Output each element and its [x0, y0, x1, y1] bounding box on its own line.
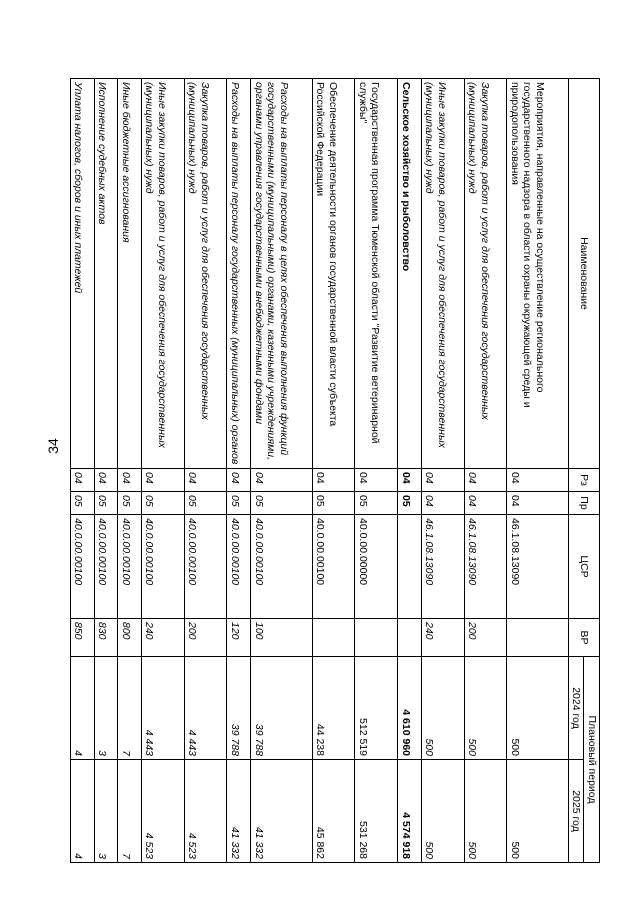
cell-csr: 40.0.00.00100 [227, 515, 251, 619]
cell-name: Обеспечение деятельности органов государственной власти субъекта Российской Федерации [312, 79, 355, 469]
cell-amount-2025: 4 574 918 [398, 760, 422, 863]
cell-csr [398, 515, 422, 619]
rotated-table-container [70, 78, 600, 862]
cell-vr: 100 [251, 619, 313, 657]
table-row [227, 79, 251, 863]
cell-rz: 04 [507, 469, 569, 492]
cell-name: Уплата налогов, сборов и иных платежей [71, 79, 95, 469]
cell-name: Иные закупки товаров, работ и услуг для обеспечения государственных (муниципальных) нужд [421, 79, 464, 469]
cell-pr: 05 [71, 492, 95, 515]
cell-amount-2025: 500 [421, 760, 464, 863]
cell-name: Мероприятия, направленные на осуществление регионального государственного надзора в области охраны окружающей среды и природопользования [507, 79, 569, 469]
table-header [569, 79, 600, 863]
table-row [398, 79, 422, 863]
header-name: Наименование [569, 79, 600, 469]
cell-pr: 04 [464, 492, 507, 515]
cell-pr: 04 [421, 492, 464, 515]
cell-name: Иные закупки товаров, работ и услуг для обеспечения государственных (муниципальных) нужд [141, 79, 184, 469]
cell-csr: 40.0.00.00100 [71, 515, 95, 619]
cell-amount-2024: 39 788 [251, 657, 313, 760]
cell-vr [398, 619, 422, 657]
cell-amount-2024: 512 519 [355, 657, 398, 760]
cell-amount-2024: 4 610 960 [398, 657, 422, 760]
cell-rz: 04 [71, 469, 95, 492]
cell-name: Расходы на выплаты персоналу государственных (муниципальных) органов [227, 79, 251, 469]
cell-pr: 05 [355, 492, 398, 515]
table-row [118, 79, 142, 863]
cell-vr [312, 619, 355, 657]
cell-pr: 05 [141, 492, 184, 515]
cell-csr: 40.0.00.00100 [251, 515, 313, 619]
cell-amount-2024: 500 [421, 657, 464, 760]
cell-amount-2024: 7 [118, 657, 142, 760]
cell-amount-2025: 41 332 [251, 760, 313, 863]
cell-csr: 40.0.00.00100 [94, 515, 118, 619]
cell-amount-2025: 7 [118, 760, 142, 863]
header-year-2025: 2025 год [569, 760, 585, 863]
cell-rz: 04 [94, 469, 118, 492]
cell-csr: 46.1.08.13090 [421, 515, 464, 619]
cell-csr: 40.0.00.00100 [141, 515, 184, 619]
cell-amount-2024: 39 788 [227, 657, 251, 760]
table-body [71, 79, 569, 863]
cell-pr: 05 [184, 492, 227, 515]
cell-csr: 40.0.00.00000 [355, 515, 398, 619]
cell-rz: 04 [184, 469, 227, 492]
table-row [71, 79, 95, 863]
header-period: Плановый период [584, 657, 600, 863]
cell-name: Закупка товаров, работ и услуг для обеспечения государственных (муниципальных) нужд [464, 79, 507, 469]
cell-pr: 04 [507, 492, 569, 515]
cell-amount-2025: 3 [94, 760, 118, 863]
cell-amount-2024: 44 238 [312, 657, 355, 760]
cell-rz: 04 [118, 469, 142, 492]
cell-csr: 40.0.00.00100 [184, 515, 227, 619]
cell-name: Расходы на выплаты персоналу в целях обеспечения выполнения функций государственными (муниципальными) органами, казенными учреждениями, органами управления государственными внебюджетными фондами [251, 79, 313, 469]
table-row [141, 79, 184, 863]
cell-rz: 04 [421, 469, 464, 492]
header-vr: ВР [569, 619, 600, 657]
table-row [421, 79, 464, 863]
header-pr: Пр [569, 492, 600, 515]
cell-name: Иные бюджетные ассигнования [118, 79, 142, 469]
cell-csr: 40.0.00.00100 [312, 515, 355, 619]
cell-amount-2024: 500 [507, 657, 569, 760]
header-csr: ЦСР [569, 515, 600, 619]
cell-amount-2024: 4 [71, 657, 95, 760]
cell-amount-2024: 3 [94, 657, 118, 760]
cell-amount-2025: 531 268 [355, 760, 398, 863]
cell-vr: 830 [94, 619, 118, 657]
cell-pr: 05 [118, 492, 142, 515]
cell-pr: 05 [227, 492, 251, 515]
cell-csr: 40.0.00.00100 [118, 515, 142, 619]
table-row [507, 79, 569, 863]
cell-amount-2025: 45 862 [312, 760, 355, 863]
cell-rz: 04 [251, 469, 313, 492]
header-rz: Рз [569, 469, 600, 492]
cell-rz: 04 [355, 469, 398, 492]
cell-amount-2025: 500 [507, 760, 569, 863]
cell-pr: 05 [398, 492, 422, 515]
cell-amount-2025: 4 523 [184, 760, 227, 863]
cell-name: Исполнение судебных актов [94, 79, 118, 469]
cell-amount-2024: 4 443 [184, 657, 227, 760]
cell-vr: 240 [421, 619, 464, 657]
cell-amount-2025: 500 [464, 760, 507, 863]
cell-amount-2024: 500 [464, 657, 507, 760]
cell-vr: 200 [184, 619, 227, 657]
cell-vr: 240 [141, 619, 184, 657]
cell-amount-2025: 41 332 [227, 760, 251, 863]
cell-amount-2025: 4 523 [141, 760, 184, 863]
cell-rz: 04 [464, 469, 507, 492]
cell-vr: 120 [227, 619, 251, 657]
cell-rz: 04 [312, 469, 355, 492]
cell-amount-2024: 4 443 [141, 657, 184, 760]
cell-vr: 200 [464, 619, 507, 657]
cell-vr [507, 619, 569, 657]
cell-amount-2025: 4 [71, 760, 95, 863]
cell-rz: 04 [227, 469, 251, 492]
cell-pr: 05 [94, 492, 118, 515]
cell-pr: 05 [251, 492, 313, 515]
cell-pr: 05 [312, 492, 355, 515]
table-row [355, 79, 398, 863]
cell-csr: 46.1.08.13090 [507, 515, 569, 619]
cell-name: Сельское хозяйство и рыболовство [398, 79, 422, 469]
table-row [464, 79, 507, 863]
table-row [251, 79, 313, 863]
table-row [312, 79, 355, 863]
page-number: 34 [45, 438, 61, 454]
cell-vr [355, 619, 398, 657]
cell-csr: 46.1.08.13090 [464, 515, 507, 619]
cell-vr: 800 [118, 619, 142, 657]
cell-vr: 850 [71, 619, 95, 657]
table-row [184, 79, 227, 863]
cell-rz: 04 [398, 469, 422, 492]
table-row [94, 79, 118, 863]
cell-name: Государственная программа Тюменской области "Развитие ветеринарной службы" [355, 79, 398, 469]
budget-table [70, 78, 600, 863]
cell-name: Закупка товаров, работ и услуг для обеспечения государственных (муниципальных) нужд [184, 79, 227, 469]
header-year-2024: 2024 год [569, 657, 585, 760]
cell-rz: 04 [141, 469, 184, 492]
